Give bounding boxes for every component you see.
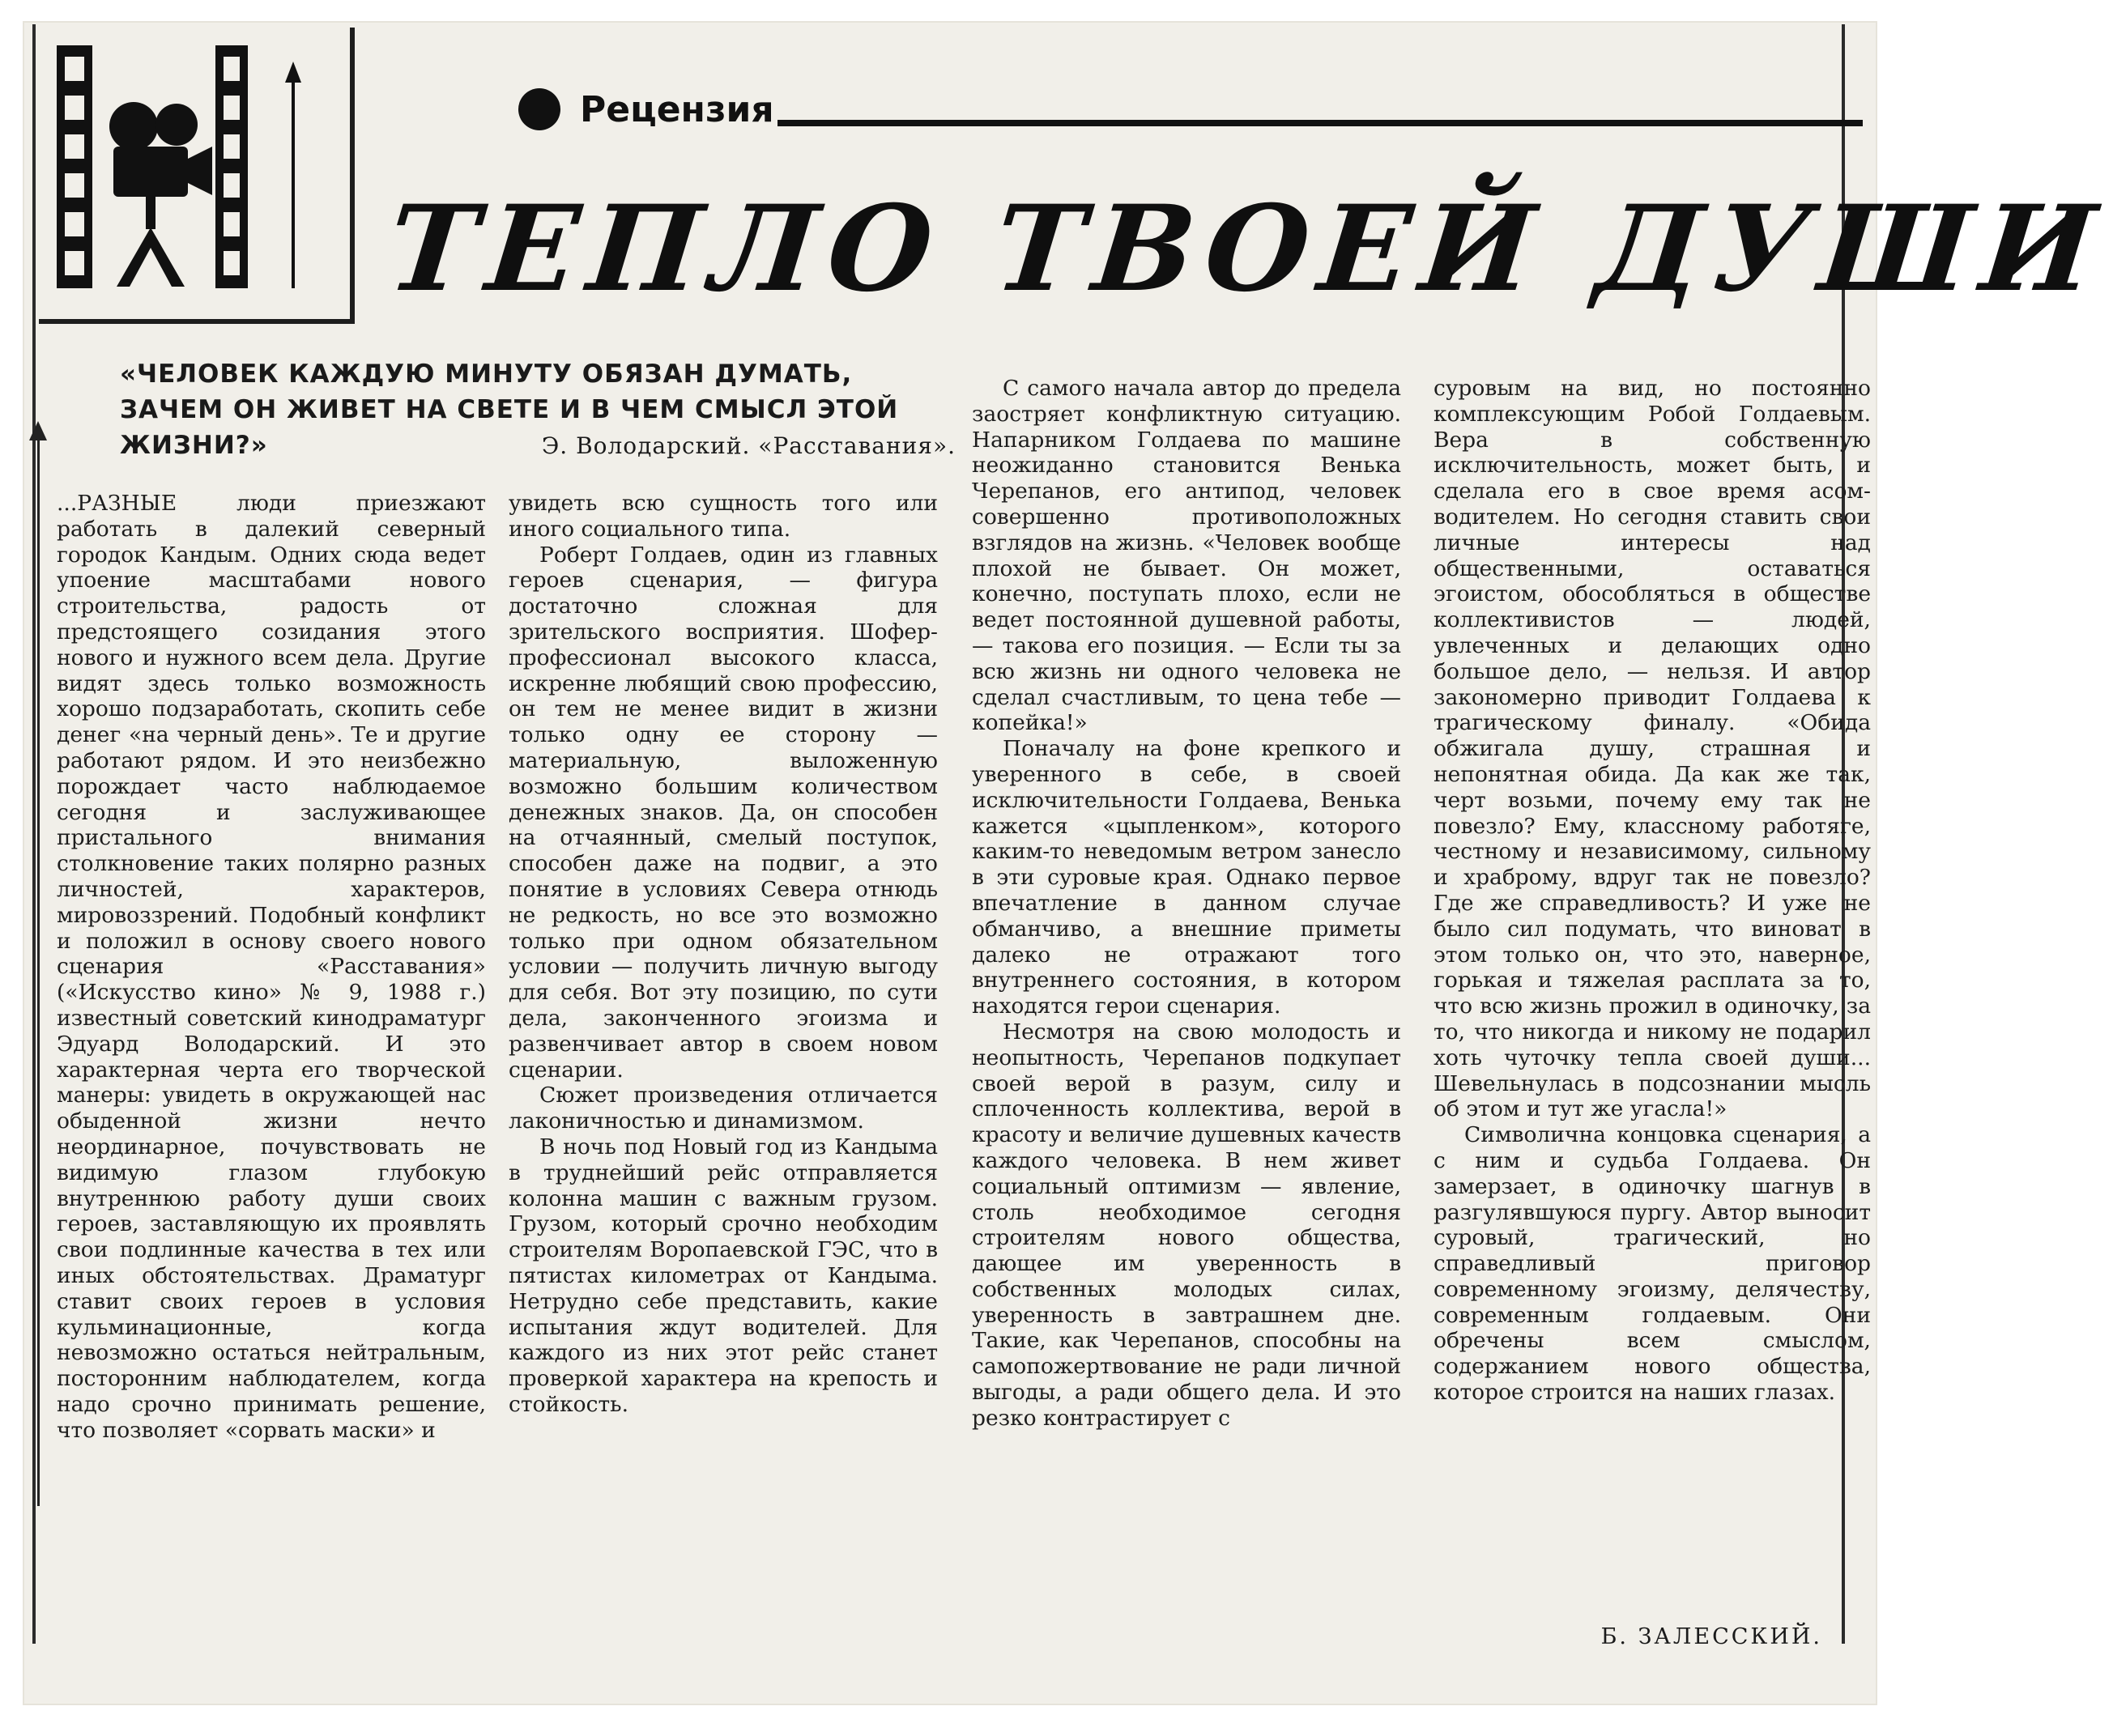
paragraph: Символична концовка сценария, а с ним и судьба Голдаева. Он замерзает, в одиночку шагнув в разгулявшуюся пургу. Автор выносит суровый, трагический, но справедливый приговор современному эгоизму, делячеству, современным голдаевым. Они обречены всем смыслом, содержанием нового общества, которое строится на наших глазах. — [1434, 1122, 1871, 1406]
paragraph: суровым на вид, но постоянно комплексующим Робой Голдаевым. Вера в собственную исключительность, может быть, и сделала его в свое время асом-водителем. Но сегодня ставить свои личные интересы над общественными, оставаться эгоистом, обособляться в обществе коллективистов — людей, увлеченных и делающих одно большое дело, — нельзя. И автор закономерно приводит Голдаева к трагическому финалу. «Обида обжигала душу, страшная и непонятная обида. Да как же так, черт возьми, почему ему так не повезло? Ему, классному работяге, честному и независимому, сильному и храброму, вдруг так не повезло? Где же справедливость? И уже не было сил подумать, что виноват в этом только он, что это, наверное, горькая и тяжелая расплата за то, что всю жизнь прожил в одиночку, за то, что никогда и никому не подарил хоть чуточку тепла своей души... Шевельнулась в подсознании мысль об этом и тут же угасла!» — [1434, 376, 1871, 1122]
paragraph: Поначалу на фоне крепкого и уверенного в себе, в своей исключительности Голдаева, Венька кажется «цыпленком», которого каким-то неведомым ветром занесло в эти суровые края. Однако первое впечатление в данном случае обманчиво, а внешние приметы далеко не отражают того внутреннего состояния, в котором находятся герои сценария. — [972, 736, 1401, 1019]
rubric — [518, 81, 774, 138]
paragraph: С самого начала автор до предела заостряет конфликтную ситуацию. Напарником Голдаева по машине неожиданно становится Венька Черепанов, его антипод, человек совершенно противоположных взглядов на жизнь. «Человек вообще плохой не бывает. Он может, конечно, поступать плохо, если не ведет постоянной душевной работы, — такова его позиция. — Если ты за всю жизнь ни одного человека не сделал счастливым, то цена тебе — копейка!» — [972, 376, 1401, 736]
paragraph: Несмотря на свою молодость и неопытность, Черепанов подкупает своей верой в разум, силу и сплоченность коллектива, верой в красоту и величие душевных качеств каждого человека. В нем живет социальный оптимизм — явление, столь необходимое сегодня строителям нового общества, дающее им уверенность в собственных молодых силах, уверенность в завтрашнем дне. Такие, как Черепанов, способны на самопожертвование не ради личной выгоды, а ради общего дела. И это резко контрастирует с — [972, 1019, 1401, 1431]
film-camera-icon — [57, 45, 332, 304]
paragraph: ...РАЗНЫЕ люди приезжают работать в далекий северный городок Кандым. Одних сюда ведет упоение масштабами нового строительства, радость от предстоящего созидания этого нового и нужного всем дела. Другие видят здесь только возможность хорошо подзаработать, скопить себе денег «на черный день». Те и другие работают рядом. И это неизбежно порождает часто наблюдаемое сегодня и заслуживающее пристального внимания столкновение таких полярно разных личностей, характеров, мировоззрений. Подобный конфликт и положил в основу своего нового сценария «Расставания» («Искусство кино» № 9, 1988 г.) известный советский кинодраматург Эдуард Володарский. И это характерная черта его творческой манеры: увидеть в окружающей нас обыденной жизни нечто неординарное, почувствовать не видимую глазом глубокую внутреннюю работу души своих героев, заставляющую их проявлять свои подлинные качества в тех или иных обстоятельствах. Драматург ставит своих героев в условия кульминационные, когда невозможно остаться нейтральным, посторонним наблюдателем, когда надо срочно принимать решение, что позволяет «сорвать маски» и — [57, 491, 486, 1443]
article-column-3 — [972, 376, 1401, 1432]
paragraph: Сюжет произведения отличается лаконичностью и динамизмом. — [509, 1083, 938, 1134]
margin-arrow — [37, 437, 40, 1506]
cinema-rubric-logo — [39, 28, 355, 324]
headline: ТЕПЛО ТВОЕЙ ДУШИ — [381, 180, 2113, 318]
author-signature: Б. ЗАЛЕССКИЙ. — [1600, 1624, 1822, 1649]
article-column-2 — [509, 491, 938, 1418]
paragraph: Роберт Голдаев, один из главных героев сценария, — фигура достаточно сложная для зрительского восприятия. Шофер-профессионал высокого класса, искренне любящий свою профессию, он тем не менее видит в жизни только одну ее сторону — материальную, выложенную возможно большим количеством денежных знаков. Да, он способен на отчаянный, смелый поступок, способен даже на подвиг, а это понятие в условиях Севера отнюдь не редкость, но все это возможно только при одном обязательном условии — получить личную выгоду для себя. Вот эту позицию, по сути дела, законченного эгоизма и развенчивает автор в своем новом сценарии. — [509, 542, 938, 1083]
rubric-label: Рецензия — [580, 88, 774, 130]
epigraph-quote: «ЧЕЛОВЕК КАЖДУЮ МИНУТУ ОБЯЗАН ДУМАТЬ, ЗАЧЕМ ОН ЖИВЕТ НА СВЕТЕ И В ЧЕМ СМЫСЛ ЭТОЙ ЖИЗНИ?» — [120, 360, 899, 460]
epigraph-source: Э. Володарский. «Расставания». — [541, 432, 956, 459]
rubric-bullet-icon — [518, 88, 560, 130]
article-column-1 — [57, 491, 486, 1443]
article-column-4 — [1434, 376, 1871, 1406]
rubric-rule — [777, 120, 1863, 126]
paragraph: увидеть всю сущность того или иного социального типа. — [509, 491, 938, 542]
paragraph: В ночь под Новый год из Кандыма в труднейший рейс отправляется колонна машин с важным грузом. Грузом, который срочно необходим строителям Воропаевской ГЭС, что в пятистах километрах от Кандыма. Нетрудно себе представить, какие испытания ждут водителей. Для каждого из них этот рейс станет проверкой характера на крепость и стойкость. — [509, 1134, 938, 1417]
